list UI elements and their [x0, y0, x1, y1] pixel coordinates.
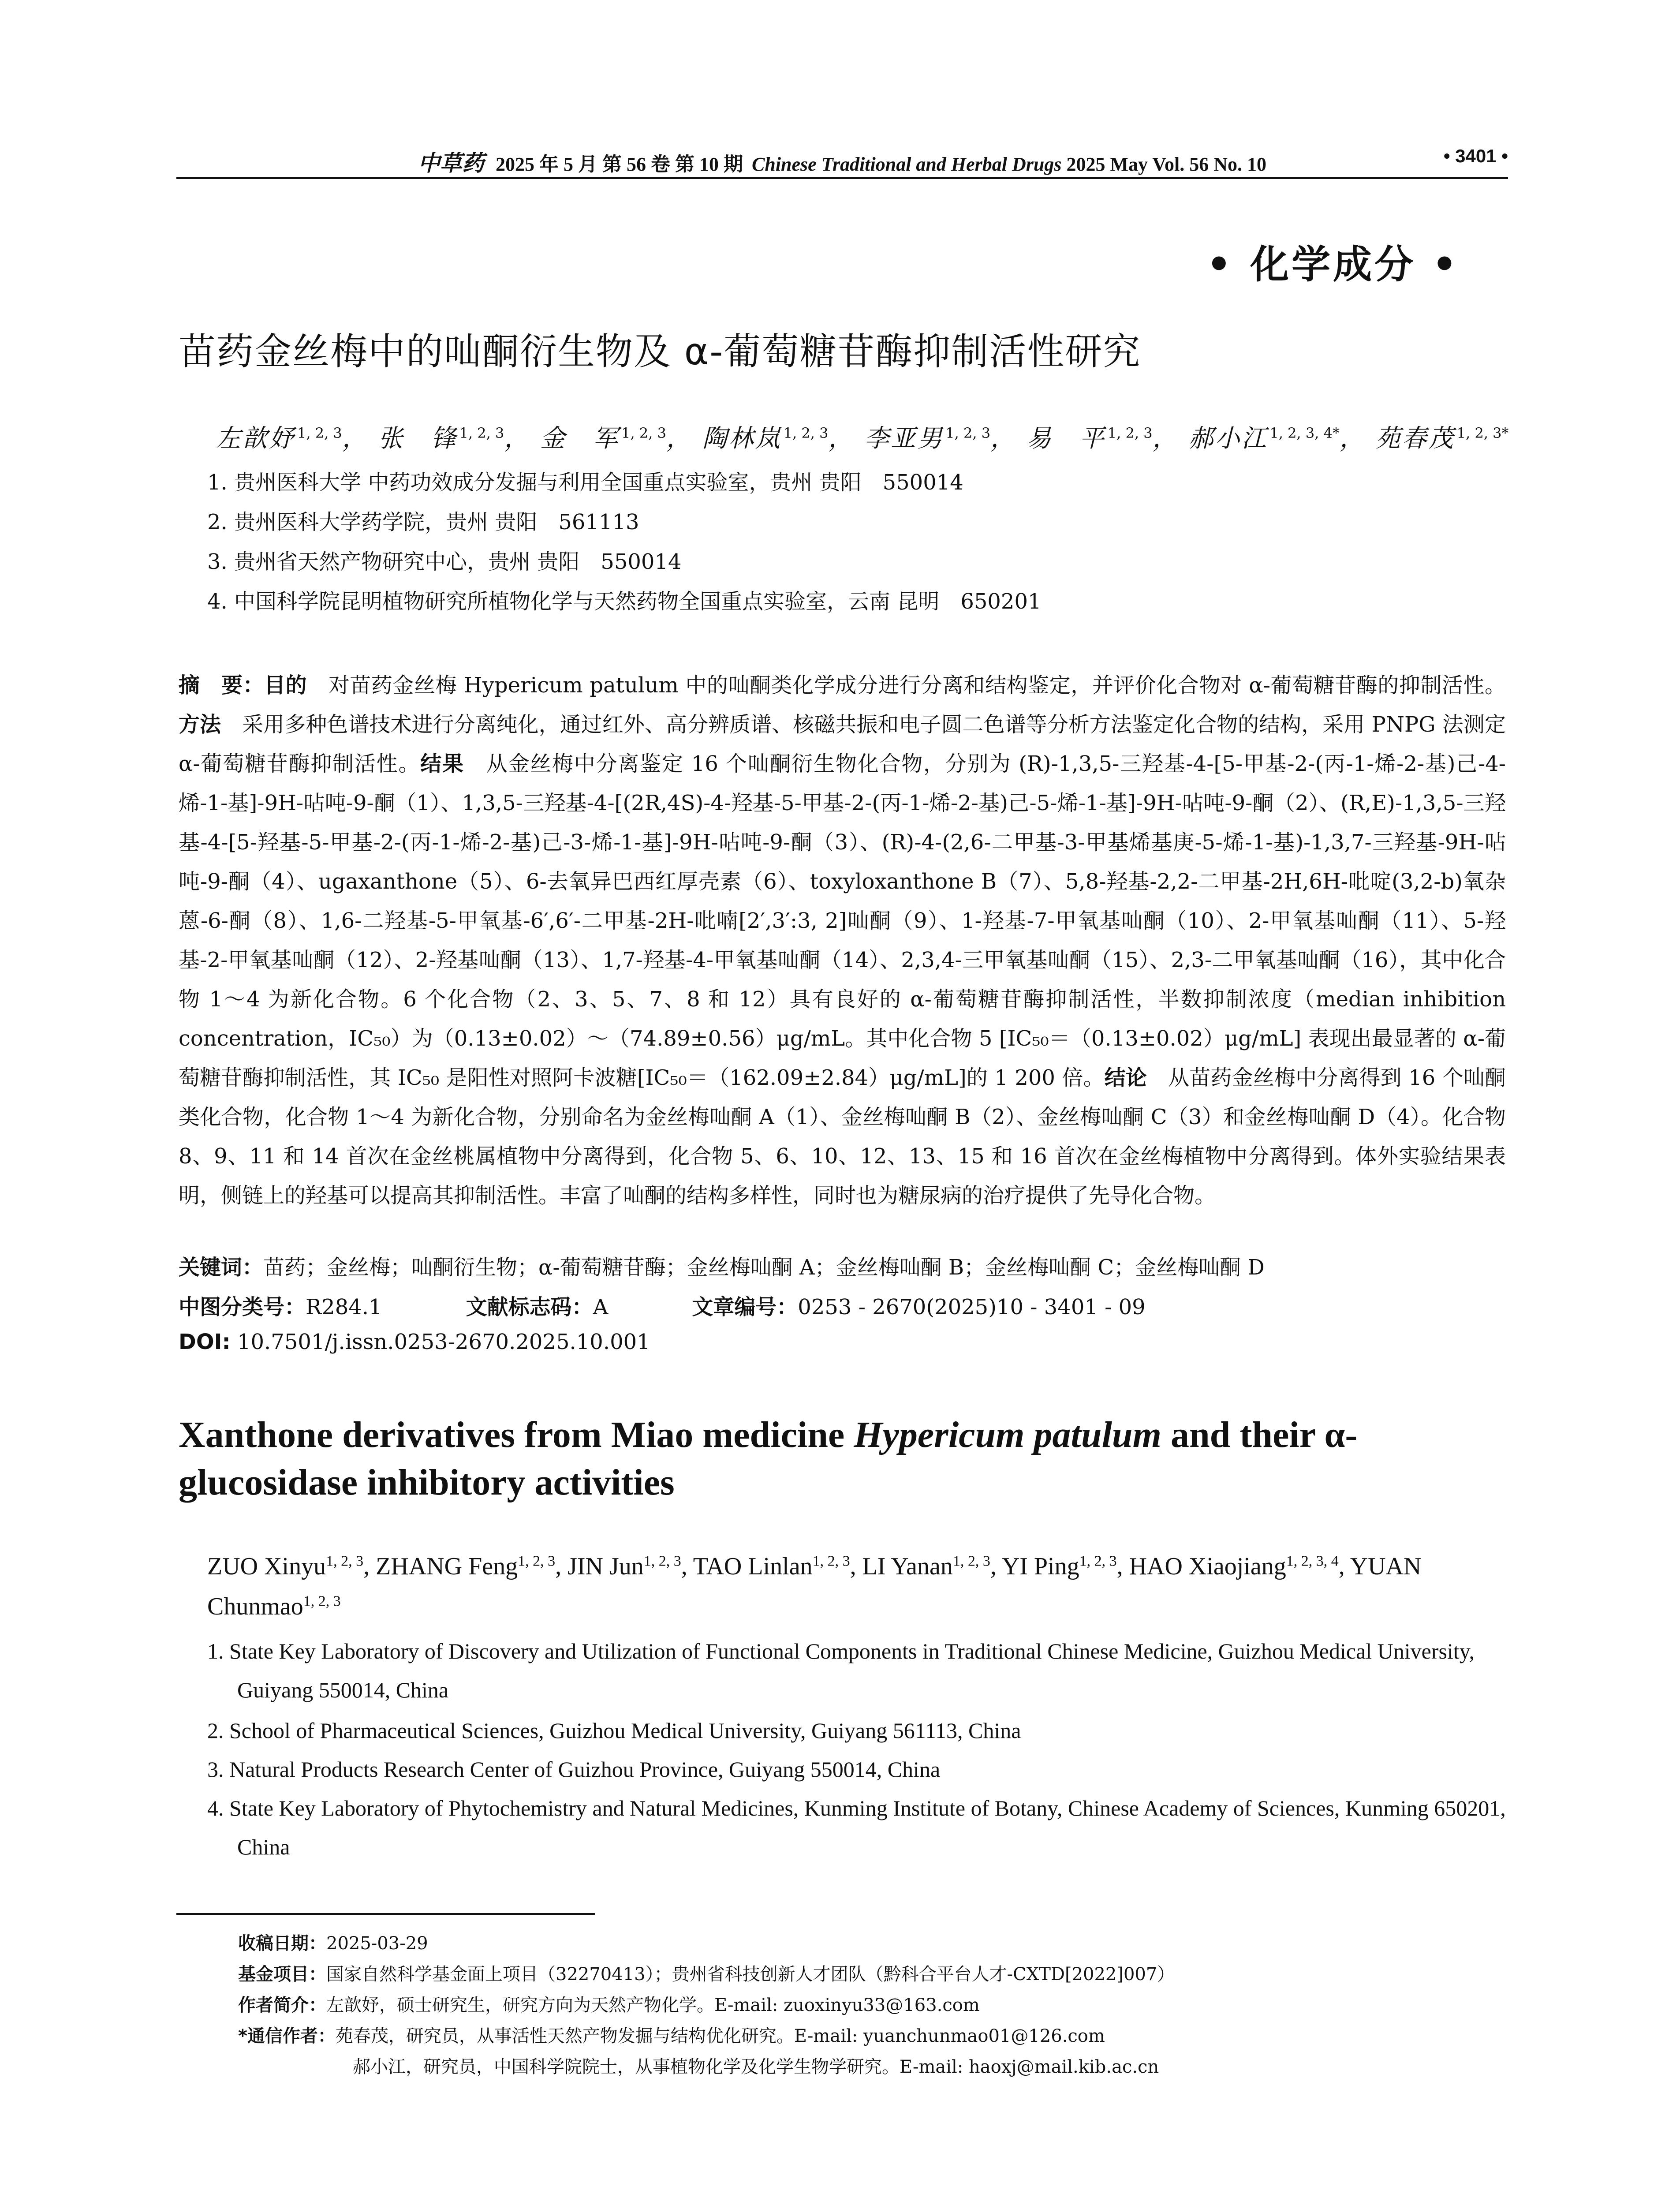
- authors-cn: 左歆妤 $^{1, 2, 3}$， 张 锋 $^{1, 2, 3}$， 金 军 $^{1, 2, 3}$， 陶林岚 $^{1, 2, 3}$， 李亚男 $^{1, 2, 3}$， 易 平 $^{1, 2, 3}$， 郝小江 $^{1, 2, 3, 4*}$， 苑春茂 $^{1, 2, 3*}$: [216, 424, 1509, 453]
- issue-cn: 2025 年 5 月 第 56 卷 第 10 期: [496, 153, 743, 175]
- doi-label: DOI:: [179, 1330, 231, 1354]
- method-label: 方法: [179, 712, 221, 737]
- corresponding-author-2: 郝小江，研究员，中国科学院院士，从事植物化学及化学生物学研究。E-mail: haoxj@mail.kib.ac.cn: [353, 2057, 1159, 2077]
- column-tag: • 化学成分 •: [1206, 242, 1460, 287]
- article-value: 0253 - 2670(2025)10 - 3401 - 09: [798, 1295, 1146, 1319]
- issue-en: 2025 May Vol. 56 No. 10: [1066, 153, 1266, 175]
- journal-en: Chinese Traditional and Herbal Drugs: [752, 153, 1062, 175]
- author-cn: 郝小江 $^{1, 2, 3, 4*}$: [1188, 424, 1340, 453]
- abstract: [179, 666, 1506, 1215]
- doc-label: 文献标志码：: [466, 1295, 593, 1319]
- header-center: [176, 146, 1508, 177]
- corresponding-author-1: *通信作者：苑春茂，研究员，从事活性天然产物发掘与结构优化研究。E-mail: yuanchunmao01@126.com: [238, 2026, 1105, 2046]
- affiliation-en-3: 3. Natural Products Research Center of Guizhou Province, Guiyang 550014, China: [207, 1757, 941, 1782]
- species-name: Hypericum patulum: [854, 1414, 1161, 1455]
- author-cn: 金 军 $^{1, 2, 3}$: [540, 424, 666, 453]
- author-en: HAO Xiaojiang$^{1, 2, 3, 4}$: [1129, 1552, 1339, 1580]
- abstract-conclusion: 从苗药金丝梅中分离得到 16 个𠮿酮类化合物，化合物 1～4 为新化合物，分别命名为金丝梅𠮿酮 A（1）、金丝梅𠮿酮 B（2）、金丝梅𠮿酮 C（3）和金丝梅𠮿酮 D（4）。化合物 8、9、11 和 14 首次在金丝桃属植物中分离得到，化合物 5、6、10、12、13、15 和 16 首次在金丝梅植物中分离得到。体外实验结果表明，侧链上的羟基可以提高其抑制活性。丰富了𠮿酮的结构多样性，同时也为糖尿病的治疗提供了先导化合物。: [179, 1065, 1506, 1208]
- abstract-result: 从金丝梅中分离鉴定 16 个𠮿酮衍生物化合物，分别为 (R)-1,3,5-三羟基-4-[5-甲基-2-(丙-1-烯-2-基)己-4-烯-1-基]-9H-呫吨-9-酮（1）、1,3,5-三羟基-4-[(2R,4S)-4-羟基-5-甲基-2-(丙-1-烯-2-基)己-5-烯-1-基]-9H-呫吨-9-酮（2）、(R,E)-1,3,5-三羟基-4-[5-羟基-5-甲基-2-(丙-1-烯-2-基)己-3-烯-1-基]-9H-呫吨-9-酮（3）、(R)-4-(2,6-二甲基-3-甲基烯基庚-5-烯-1-基)-1,3,7-三羟基-9H-呫吨-9-酮（4）、ugaxanthone（5）、6-去氧异巴西红厚壳素（6）、toxyloxanthone B（7）、5,8-羟基-2,2-二甲基-2H,6H-吡啶(3,2-b)氧杂蒽-6-酮（8）、1,6-二羟基-5-甲氧基-6′,6′-二甲基-2H-吡喃[2′,3′:3, 2]𠮿酮（9）、1-羟基-7-甲氧基𠮿酮（10）、2-甲氧基𠮿酮（11）、5-羟基-2-甲氧基𠮿酮（12）、2-羟基𠮿酮（13）、1,7-羟基-4-甲氧基𠮿酮（14）、2,3,4-三甲氧基𠮿酮（15）、2,3-二甲氧基𠮿酮（16），其中化合物 1～4 为新化合物。6 个化合物（2、3、5、7、8 和 12）具有良好的 α-葡萄糖苷酶抑制活性，半数抑制浓度（median inhibition concentration，IC₅₀）为（0.13±0.02）～（74.89±0.56）μg/mL。其中化合物 5 [IC₅₀＝（0.13±0.02）μg/mL] 表现出最显著的 α-葡萄糖苷酶抑制活性，其 IC₅₀ 是阳性对照阿卡波糖[IC₅₀＝（162.09±2.84）μg/mL]的 1 200 倍。: [179, 751, 1506, 1090]
- doc-value: A: [593, 1295, 609, 1319]
- article-label: 文章编号：: [692, 1295, 798, 1319]
- title-en: Xanthone derivatives from Miao medicine Hypericum patulum and their α-glucosidase inhibitory activities: [179, 1414, 1358, 1503]
- clc-value: R284.1: [306, 1295, 382, 1319]
- conclusion-label: 结论: [1104, 1065, 1147, 1090]
- author-en: ZUO Xinyu$^{1, 2, 3}$: [207, 1552, 364, 1580]
- author-cn: 苑春茂 $^{1, 2, 3*}$: [1375, 424, 1509, 453]
- doi: [179, 1330, 650, 1354]
- abstract-method: 采用多种色谱技术进行分离纯化，通过红外、高分辨质谱、核磁共振和电子圆二色谱等分析方法鉴定化合物的结构，采用 PNPG 法测定 α-葡萄糖苷酶抑制活性。: [179, 712, 1506, 776]
- author-en: ZHANG Feng$^{1, 2, 3}$: [376, 1552, 556, 1580]
- keywords-text: 苗药；金丝梅；𠮿酮衍生物；α-葡萄糖苷酶；金丝梅𠮿酮 A；金丝梅𠮿酮 B；金丝梅𠮿酮 C；金丝梅𠮿酮 D: [263, 1255, 1265, 1280]
- abstract-label: 摘 要：: [179, 673, 265, 698]
- author-cn: 左歆妤 $^{1, 2, 3}$: [216, 424, 342, 453]
- clc-label: 中图分类号：: [179, 1295, 306, 1319]
- keywords-label: 关键词：: [179, 1255, 264, 1280]
- running-header: [176, 146, 1508, 176]
- footnote-rule: [176, 1913, 595, 1915]
- doi-link[interactable]: 10.7501/j.issn.0253-2670.2025.10.001: [237, 1330, 650, 1354]
- title-cn: 苗药金丝梅中的𠮿酮衍生物及 α-葡萄糖苷酶抑制活性研究: [179, 330, 1141, 373]
- fund-info: 基金项目：国家自然科学基金面上项目（32270413）；贵州省科技创新人才团队（黔科合平台人才-CXTD[2022]007）: [238, 1964, 1175, 1984]
- author-cn: 李亚男 $^{1, 2, 3}$: [864, 424, 991, 453]
- author-en: JIN Jun$^{1, 2, 3}$: [567, 1552, 681, 1580]
- affiliation-en-1: 1. State Key Laboratory of Discovery and Utilization of Functional Components in Traditional Chinese Medicine, Guizhou Medical University, Guiyang 550014, China: [207, 1639, 1475, 1702]
- author-en: TAO Linlan$^{1, 2, 3}$: [693, 1552, 850, 1580]
- author-en: YUAN Chunmao$^{1, 2, 3}$: [207, 1552, 1422, 1621]
- author-cn: 张 锋 $^{1, 2, 3}$: [378, 424, 504, 453]
- page-number: • 3401 •: [1443, 146, 1508, 166]
- affiliation-cn-1: 1. 贵州医科大学 中药功效成分发掘与利用全国重点实验室，贵州 贵阳 550014: [207, 470, 963, 495]
- journal-mark: 中草药: [418, 151, 484, 176]
- author-en: YI Ping$^{1, 2, 3}$: [1001, 1552, 1117, 1580]
- result-label: 结果: [420, 751, 464, 776]
- affiliation-cn-3: 3. 贵州省天然产物研究中心，贵州 贵阳 550014: [207, 549, 682, 574]
- author-en: LI Yanan$^{1, 2, 3}$: [862, 1552, 990, 1580]
- affiliation-en-2: 2. School of Pharmaceutical Sciences, Guizhou Medical University, Guiyang 561113, China: [207, 1718, 1021, 1743]
- affiliation-cn-2: 2. 贵州医科大学药学院，贵州 贵阳 561113: [207, 510, 639, 534]
- keywords: [179, 1250, 1265, 1281]
- author-cn: 易 平 $^{1, 2, 3}$: [1026, 424, 1153, 453]
- classification: [179, 1290, 1146, 1320]
- affiliation-en-4: 4. State Key Laboratory of Phytochemistry and Natural Medicines, Kunming Institute of Botany, Chinese Academy of Sciences, Kunming 650201, China: [207, 1796, 1506, 1859]
- received-date: 收稿日期：2025-03-29: [238, 1933, 428, 1954]
- authors-en: ZUO Xinyu$^{1, 2, 3}$, ZHANG Feng$^{1, 2, 3}$, JIN Jun$^{1, 2, 3}$, TAO Linlan$^{1, 2, 3}$, LI Yanan$^{1, 2, 3}$, YI Ping$^{1, 2, 3}$, HAO Xiaojiang$^{1, 2, 3, 4}$, YUAN Chunmao$^{1, 2, 3}$: [207, 1552, 1422, 1621]
- author-cn: 陶林岚 $^{1, 2, 3}$: [702, 424, 829, 453]
- affiliation-cn-4: 4. 中国科学院昆明植物研究所植物化学与天然药物全国重点实验室，云南 昆明 650201: [207, 589, 1042, 614]
- header-rule: [176, 177, 1508, 179]
- objective-label: 目的: [264, 673, 307, 698]
- abstract-objective: 对苗药金丝梅 Hypericum patulum 中的𠮿酮类化学成分进行分离和结构鉴定，并评价化合物对 α-葡萄糖苷酶的抑制活性。: [328, 673, 1506, 698]
- author-bio: 作者简介：左歆妤，硕士研究生，研究方向为天然产物化学。E-mail: zuoxinyu33@163.com: [238, 1995, 980, 2015]
